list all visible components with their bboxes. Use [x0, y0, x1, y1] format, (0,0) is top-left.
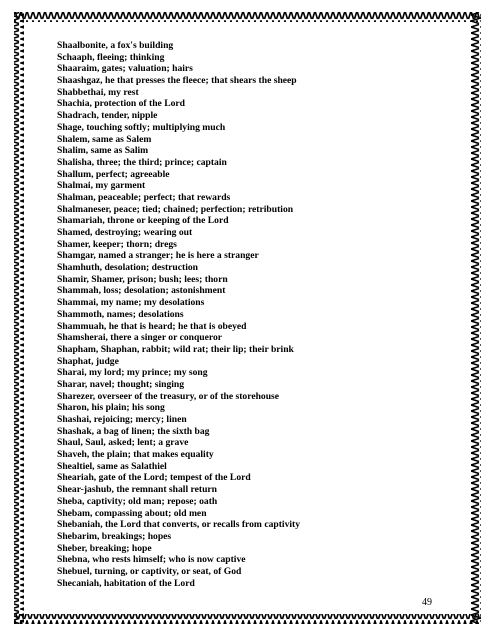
- glossary-entry: Shaul, Saul, asked; lent; a grave: [57, 437, 189, 449]
- glossary-entry: Shamir, Shamer, prison; bush; lees; thorn: [57, 273, 228, 285]
- glossary-entry: Shalim, same as Salim: [57, 145, 149, 157]
- glossary-entry: Shammuah, he that is heard; he that is obeyed: [57, 320, 247, 332]
- glossary-entry: Shamsherai, there a singer or conqueror: [57, 332, 223, 344]
- glossary-entry: Shadrach, tender, nipple: [57, 110, 158, 122]
- border-left: [14, 12, 24, 624]
- glossary-entry: Shaphat, judge: [57, 355, 119, 367]
- glossary-entry: Shalisha, three; the third; prince; captain: [57, 156, 227, 168]
- glossary-entry: Shammah, loss; desolation; astonishment: [57, 285, 226, 297]
- glossary-entry: Shapham, Shaphan, rabbit; wild rat; their lip; their brink: [57, 343, 294, 355]
- glossary-entry: Shammoth, names; desolations: [57, 308, 184, 320]
- glossary-entry: Shamed, destroying; wearing out: [57, 227, 193, 238]
- glossary-entry: Sharezer, overseer of the treasury, or of the storehouse: [57, 390, 280, 402]
- page-number: 49: [422, 597, 432, 608]
- glossary-entry: Shaveh, the plain; that makes equality: [57, 449, 214, 461]
- glossary-entry: Shamer, keeper; thorn; dregs: [57, 238, 177, 250]
- glossary-entry: Shebam, compassing about; old men: [57, 507, 207, 519]
- glossary-entry: Shebna, who rests himself; who is now captive: [57, 554, 246, 566]
- glossary-entry: Sheariah, gate of the Lord; tempest of the Lord: [57, 472, 251, 484]
- glossary-entry: Shalem, same as Salem: [57, 133, 152, 145]
- glossary-entry: Shachia, protection of the Lord: [57, 98, 186, 110]
- glossary-entry: Shallum, perfect; agreeable: [57, 168, 170, 180]
- glossary-entry: Sharar, navel; thought; singing: [57, 378, 185, 390]
- glossary-entry: Shamariah, throne or keeping of the Lord: [57, 215, 229, 227]
- glossary-entry: Shashak, a bag of linen; the sixth bag: [57, 425, 210, 437]
- border-right: [471, 12, 481, 624]
- glossary-entry: Shaaraim, gates; valuation; hairs: [57, 63, 193, 75]
- glossary-entry: Sheba, captivity; old man; repose; oath: [57, 495, 218, 507]
- glossary-entry: Shamhuth, desolation; destruction: [57, 262, 198, 274]
- glossary-entry: Shabbethai, my rest: [57, 86, 139, 98]
- glossary-entry: Sheber, breaking; hope: [57, 542, 152, 554]
- glossary-entry: Sharon, his plain; his song: [57, 402, 165, 414]
- glossary-entry: Sharai, my lord; my prince; my song: [57, 367, 208, 379]
- glossary-entry: Shage, touching softly; multiplying much: [57, 121, 226, 133]
- glossary-entry: Shaalbonite, a fox's building: [57, 40, 174, 51]
- glossary-entry: Shammai, my name; my desolations: [57, 297, 205, 309]
- glossary-entry: Shashai, rejoicing; mercy; linen: [57, 414, 187, 425]
- border-bottom: [14, 614, 481, 624]
- glossary-entry: Shebuel, turning, or captivity, or seat, of God: [57, 565, 242, 577]
- glossary-entry: Shealtiel, same as Salathiel: [57, 460, 167, 472]
- glossary-entry: Shecaniah, habitation of the Lord: [57, 577, 195, 589]
- glossary-entry: Shebarim, breakings; hopes: [57, 530, 172, 542]
- glossary-entry: Shalmaneser, peace; tied; chained; perfection; retribution: [57, 203, 294, 215]
- glossary-entry-list: [57, 40, 457, 589]
- glossary-entry: Shamgar, named a stranger; he is here a stranger: [57, 250, 259, 262]
- glossary-entry: Shebaniah, the Lord that converts, or recalls from captivity: [57, 519, 301, 531]
- glossary-entry: Schaaph, fleeing; thinking: [57, 51, 165, 63]
- glossary-entry: Shaashgaz, he that presses the fleece; that shears the sheep: [57, 75, 297, 87]
- border-top: [14, 12, 481, 22]
- glossary-entry: Shear-jashub, the remnant shall return: [57, 484, 217, 496]
- glossary-entry: Shalmai, my garment: [57, 180, 146, 192]
- glossary-entry: Shalman, peaceable; perfect; that rewards: [57, 191, 231, 203]
